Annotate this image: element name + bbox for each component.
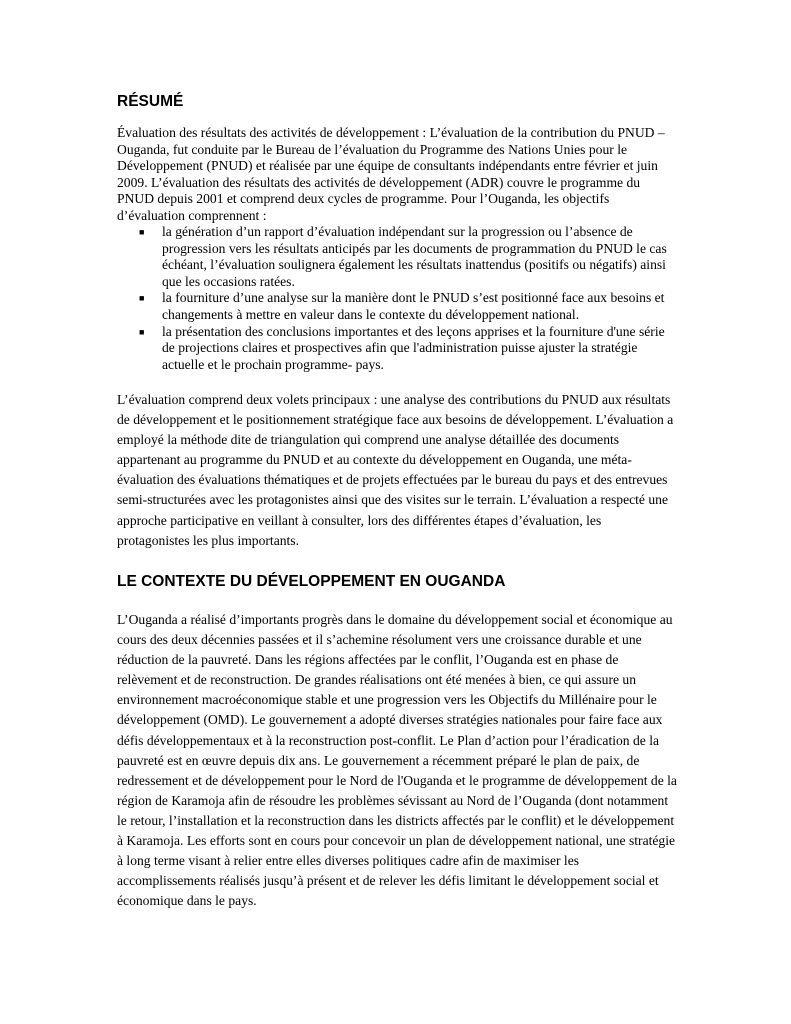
bullet-square-icon: ■: [139, 293, 145, 304]
resume-intro-paragraph: Évaluation des résultats des activités de développement : L’évaluation de la contribution du PNUD – Ouganda, fut conduite par le Bureau de l’évaluation du Programme des Nations Unies pour le Développement (PNUD) et réalisée par une équipe de consultants indépendants entre février et juin 2009. L’évaluation des résultats des activités de développement (ADR) couvre le programme du PNUD depuis 2001 et comprend deux cycles de programme. Pour l’Ouganda, les objectifs d’évaluation comprennent :: [117, 125, 665, 223]
context-paragraph: L’Ouganda a réalisé d’importants progrès dans le domaine du développement social et économique au cours des deux décennies passées et il s’achemine résolument vers une croissance durable et une réduction de la pauvreté. Dans les régions affectées par le conflit, l’Ouganda est en phase de relèvement et de reconstruction. De grandes réalisations ont été menées à bien, ce qui assure un environnement macroéconomique stable et une progression vers les Objectifs du Millénaire pour le développement (OMD). Le gouvernement a adopté diverses stratégies nationales pour faire face aux défis développementaux et à la reconstruction post-conflit. Le Plan d’action pour l’éradication de la pauvreté est en œuvre depuis dix ans. Le gouvernement a récemment préparé le plan de paix, de redressement et de développement pour le Nord de l'Ouganda et le programme de développement de la région de Karamoja afin de résoudre les problèmes sévissant au Nord de l’Ouganda (dont notamment le retour, l’installation et la reconstruction dans les districts affectés par le conflit) et le développement à Karamoja. Les efforts sont en cours pour concevoir un plan de développement national, une stratégie à long terme visant à relier entre elles diverses politiques cadre afin de maximiser les accomplissements réalisés jusqu’à présent et de relever les défis limitant le développement social et économique dans le pays.: [117, 612, 677, 909]
bullet-square-icon: ■: [139, 227, 145, 237]
list-item: [117, 324, 677, 374]
list-item: [117, 290, 677, 323]
context-heading: LE CONTEXTE DU DÉVELOPPEMENT EN OUGANDA: [117, 573, 506, 590]
list-item: [117, 224, 677, 290]
evaluation-approach-paragraph: L’évaluation comprend deux volets principaux : une analyse des contributions du PNUD aux résultats de développement et le positionnement stratégique face aux besoins de développement. L’évaluation a employé la méthode dite de triangulation qui comprend une analyse détaillée des documents appartenant au programme du PNUD et au contexte du développement en Ouganda, une méta-évaluation des évaluations thématiques et de projets effectuées par le bureau du pays et des entrevues semi-structurées avec les protagonistes ainsi que des visites sur le terrain. L’évaluation a respecté une approche participative en veillant à consulter, lors des différentes étapes d’évaluation, les protagonistes les plus importants.: [117, 392, 674, 548]
list-item-text: la génération d’un rapport d’évaluation indépendant sur la progression ou l’absence de progression vers les résultats anticipés par les documents de programmation du PNUD le cas échéant, l’évaluation soulignera également les résultats inattendus (positifs ou négatifs) ainsi que les occasions ratées.: [162, 224, 667, 289]
list-item-text: la fourniture d’une analyse sur la manière dont le PNUD s’est positionné face aux besoins et changements à mettre en valeur dans le contexte du développement national.: [162, 290, 665, 322]
objectives-list: [117, 224, 677, 373]
list-item-text: la présentation des conclusions importantes et des leçons apprises et la fourniture d'une série de projections claires et prospectives afin que l'administration puisse ajuster la stratégie actuelle et le prochain programme- pays.: [162, 323, 665, 372]
bullet-square-icon: ■: [139, 326, 145, 337]
resume-heading: RÉSUMÉ: [117, 93, 184, 110]
